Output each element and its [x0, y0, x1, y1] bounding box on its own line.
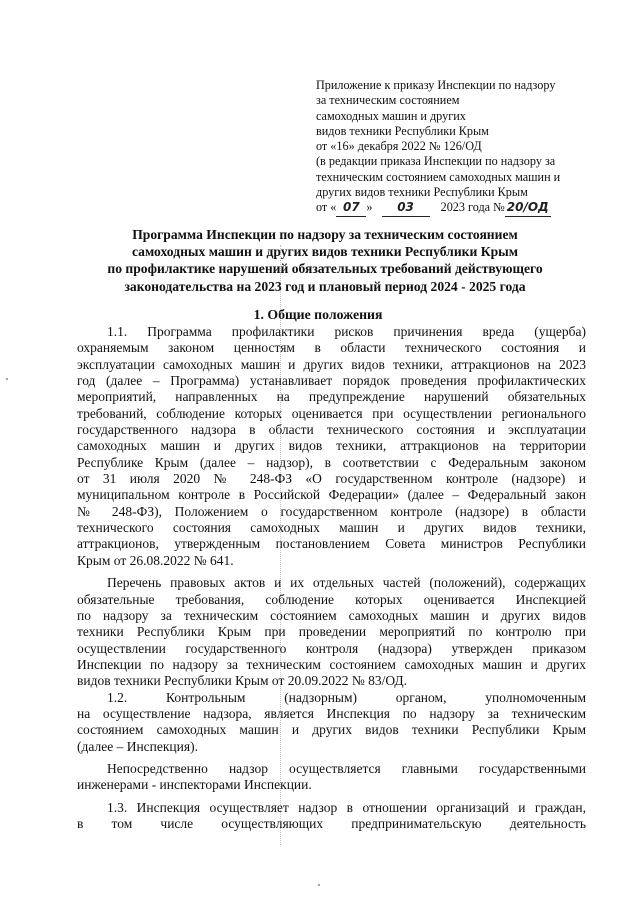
paragraph-1-2 [77, 690, 586, 755]
annex-line: Приложение к приказу Инспекции по надзору [316, 78, 556, 92]
scan-speck [318, 884, 320, 886]
text-line: государственного надзора в области технического состояния и эксплуатации [77, 422, 586, 438]
text-line: год (далее – Программа) устанавливает порядок проведения профилактических [77, 373, 586, 389]
text-line: от 31 июля 2020 № 248-ФЗ «О государственном контроле (надзоре) и [77, 471, 586, 487]
annex-header [316, 78, 616, 217]
annex-line: (в редакции приказа Инспекции по надзору за [316, 154, 556, 169]
annex-line: самоходных машин и других [316, 108, 466, 123]
revision-date-line [316, 200, 616, 216]
annex-line: от «16» декабря 2022 № 126/ОД [316, 139, 482, 154]
text-line: техники Республики Крым при проведении мероприятий по контролю при [77, 624, 586, 640]
text-line: самоходных машин и других видов техники, аттракционов на территории [77, 438, 586, 454]
annex-line: за техническим состоянием [316, 93, 460, 108]
text-line: Непосредственно надзор осуществляется главными государственными [107, 760, 586, 776]
text-line: мероприятий, направленных на предупреждение нарушений обязательных [77, 389, 586, 405]
text-line: инженерами - инспекторами Инспекции. [77, 777, 312, 793]
text-line: 1.1. Программа профилактики рисков причинения вреда (ущерба) [107, 324, 586, 339]
text-line: обязательные требования, соблюдение которых оценивается Инспекцией [77, 591, 586, 607]
paragraph-1-3 [77, 800, 586, 833]
handwritten-day: 07 [336, 200, 366, 216]
text-line: № 248-ФЗ), Положением о государственном контроле (надзоре) в области [77, 503, 586, 519]
text-line: Перечень правовых актов и их отдельных частей (положений), содержащих [107, 575, 586, 591]
text-line: Инспекции по надзору за техническим состоянием самоходных машин и других [77, 656, 586, 672]
text-line: эксплуатации самоходных машин и других видов техники, аттракционов на 2023 [77, 356, 586, 372]
text-line: осуществлении государственного контроля (надзора) утвержден приказом [77, 640, 586, 656]
text-line: Республике Крым (далее – надзор), в соответствии с Федеральным законом [77, 454, 586, 470]
text-line: муниципальном контроле в Российской Федерации» (далее – Федеральный закон [77, 487, 586, 503]
text-line: по надзору за техническим состоянием самоходных машин и других видов [77, 607, 586, 623]
annex-line: видов техники Республики Крым [316, 123, 489, 138]
title-line: самоходных машин и других видов техники Республики Крым [131, 244, 518, 260]
document-body [77, 324, 586, 832]
handwritten-number: 20/ОД [505, 200, 551, 216]
program-title [60, 226, 590, 295]
title-line: по профилактике нарушений обязательных требований действующего [107, 261, 543, 277]
title-line: Программа Инспекции по надзору за техническим состоянием [132, 227, 518, 242]
text-line: 1.2. Контрольным (надзорным) органом, уполномоченным [107, 689, 586, 705]
text-line: состоянием самоходных машин и других видов техники Республики Крым [77, 722, 586, 738]
text-line: требований, соблюдение которых оценивается при осуществлении регионального [77, 405, 586, 421]
paragraph-1-1 [77, 324, 586, 569]
date-year-text: 2023 года № [440, 200, 505, 215]
text-line: на осуществление надзора, является Инспекция по надзору за техническим [77, 705, 586, 721]
text-line: Крым от 26.08.2022 № 641. [77, 552, 234, 568]
paragraph-supervision [77, 761, 586, 794]
title-line: законодательства на 2023 год и плановый период 2024 - 2025 года [124, 278, 526, 294]
handwritten-month: 03 [382, 200, 430, 216]
text-line: охраняемым законом ценностям в области технического состояния и [77, 340, 586, 356]
section-heading: 1. Общие положения [253, 307, 383, 322]
annex-line: техническим состоянием самоходных машин и [316, 169, 561, 184]
text-line: (далее – Инспекция). [77, 738, 198, 754]
text-line: технического состояния самоходных машин и других видов техники, [77, 520, 586, 536]
text-line: 1.3. Инспекция осуществляет надзор в отношении организаций и граждан, [107, 799, 586, 815]
paragraph-legal-acts [77, 575, 586, 689]
text-line: видов техники Республики Крым от 20.09.2022 № 83/ОД. [77, 673, 408, 689]
scan-speck [6, 378, 8, 380]
date-prefix: от « [316, 200, 337, 215]
text-line: в том числе осуществляющих предпринимательскую деятельность [77, 815, 586, 831]
text-line: аттракционов, утвержденным постановлением Совета министров Республики [77, 536, 586, 552]
annex-line: других видов техники Республики Крым [316, 185, 528, 200]
date-mid: » [366, 200, 373, 215]
